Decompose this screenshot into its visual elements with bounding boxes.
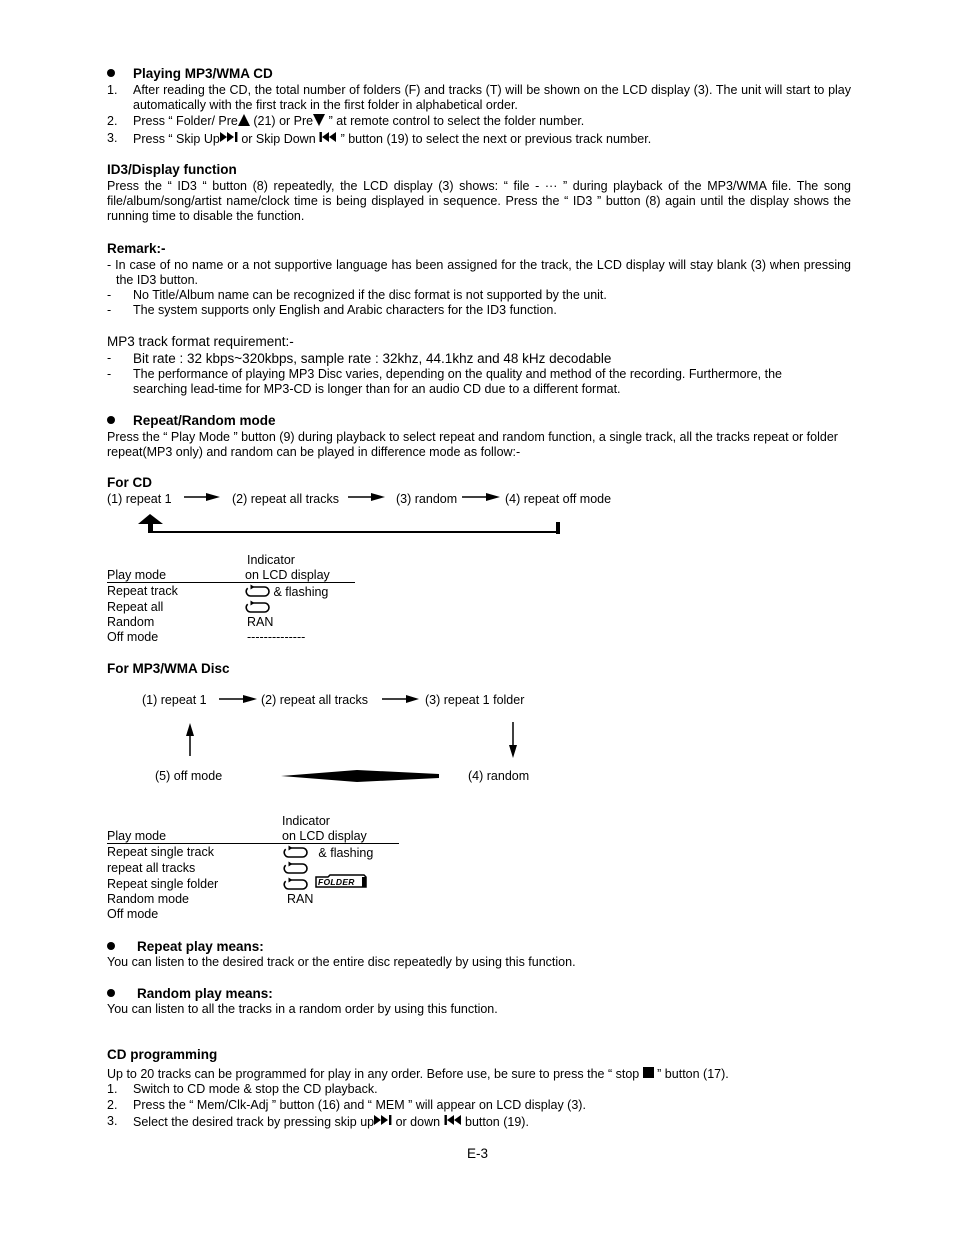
- cd-step-3: (3) random: [396, 492, 458, 506]
- section-title-repeat-means: Repeat play means:: [137, 939, 264, 954]
- section-title-remark: Remark:-: [107, 241, 166, 256]
- mp3-item-1: After reading the CD, the total number of folders (F) and tracks (T) will be shown on the LCD display (3). The unit will start to play automatically with the first track in the first folder in alphabetical order.: [133, 83, 851, 112]
- arrow-right-icon: [219, 695, 257, 703]
- cd-step-1: (1) repeat 1: [107, 492, 172, 506]
- bullet-icon: [107, 942, 115, 950]
- random-means-body: You can listen to all the tracks in a random order by using this function.: [107, 1002, 498, 1016]
- mp3-step-2: (2) repeat all tracks: [261, 693, 368, 707]
- mp3-item-2: Press “ Folder/ Pre (21) or Pre ” at remote control to select the folder number.: [133, 114, 585, 128]
- repeat-icon: [283, 877, 308, 891]
- folder-icon-label: FOLDER: [318, 877, 355, 887]
- repeat-icon: [245, 584, 270, 598]
- table-row-indicator: & flashing: [283, 845, 373, 861]
- cd-table-rule: [107, 582, 355, 583]
- table-row: Off mode: [107, 630, 159, 644]
- section-title-id3: ID3/Display function: [107, 162, 237, 177]
- section-title-mp3: Playing MP3/WMA CD: [133, 66, 273, 81]
- mp3-step-4: (4) random: [468, 769, 530, 783]
- mp3-step-5: (5) off mode: [155, 769, 223, 783]
- mp3-flow-arrows: [177, 690, 597, 780]
- format-item-2: The performance of playing MP3 Disc varies, depending on the quality and method of the recording. Furthermore, the searching lead-time for MP3-CD is longer than for an audio CD due to a different format.: [133, 367, 782, 396]
- table-row: Random mode: [107, 892, 189, 906]
- skip-next-icon: [374, 1114, 392, 1126]
- remark-item-1: No Title/Album name can be recognized if the disc format is not supported by the unit.: [133, 288, 607, 302]
- arrow-down-icon: [509, 722, 517, 758]
- repeat-means-body: You can listen to the desired track or the entire disc repeatedly by using this function.: [107, 955, 576, 969]
- table-row: Repeat track: [107, 584, 178, 598]
- id3-body: Press the “ ID3 “ button (8) repeatedly, the LCD display (3) shows: “ file - ··· ” during playback of the MP3/WMA file. The song file/album/song/artist name/clock time is being displayed in sequence. Press the “ ID3 ” button (8) again until the display shows the running time to disable the function.: [107, 179, 851, 223]
- up-triangle-icon: [238, 114, 250, 126]
- format-item-1: Bit rate : 32 kbps~320kbps, sample rate : 32khz, 44.1khz and 48 kHz decodable: [133, 351, 612, 366]
- bullet-icon: [107, 416, 115, 424]
- section-title-repeat: Repeat/Random mode: [133, 413, 276, 428]
- arrow-up-icon: [186, 723, 194, 756]
- table-row-indicator: & flashing: [245, 584, 328, 600]
- page-number: E-3: [467, 1146, 489, 1161]
- prog-item-1: Switch to CD mode & stop the CD playback.: [133, 1082, 378, 1096]
- prog-intro: Up to 20 tracks can be programmed for play in any order. Before use, be sure to press the “ stop ” button (17).: [107, 1067, 729, 1081]
- cd-flow-arrows: [132, 490, 592, 535]
- arrow-right-icon: [382, 695, 419, 703]
- arrow-right-icon: [462, 493, 500, 501]
- repeat-icon: [283, 845, 308, 859]
- remark-item-2: The system supports only English and Arabic characters for the ID3 function.: [133, 303, 557, 317]
- table-row: Repeat single track: [107, 845, 215, 859]
- skip-prev-icon: [319, 131, 337, 143]
- mp3-item-3: Press “ Skip Up or Skip Down ” button (19) to select the next or previous track number.: [133, 132, 652, 146]
- prog-item-2: Press the “ Mem/Clk-Adj ” button (16) and “ MEM ” will appear on LCD display (3).: [133, 1098, 586, 1112]
- down-triangle-icon: [313, 114, 325, 126]
- mp3-table-rule: [107, 843, 399, 844]
- format-title: MP3 track format requirement:-: [107, 334, 294, 349]
- stop-icon: [643, 1067, 654, 1078]
- table-row: Repeat single folder: [107, 877, 219, 891]
- arrow-right-icon: [348, 493, 385, 501]
- bullet-icon: [107, 989, 115, 997]
- repeat-icon: [245, 600, 270, 614]
- mp3-step-1: (1) repeat 1: [142, 693, 207, 707]
- repeat-icon: [283, 861, 308, 875]
- bullet-icon: [107, 69, 115, 77]
- arrow-right-icon: [184, 493, 220, 501]
- arrow-left-icon: [281, 770, 439, 782]
- repeat-body: Press the “ Play Mode ” button (9) during playback to select repeat and random function, a single track, all the tracks repeat or folder repeat(MP3 only) and random can be played in difference mode as follow:-: [107, 430, 838, 459]
- section-title-random-means: Random play means:: [137, 986, 273, 1001]
- remark-line-1: - In case of no name or a not supportive language has been assigned for the track, the LCD display will stay blank (3) when pressing the ID3 button.: [107, 258, 851, 287]
- mp3-step-3: (3) repeat 1 folder: [425, 693, 525, 707]
- cd-step-4: (4) repeat off mode: [505, 492, 612, 506]
- skip-prev-icon: [444, 1114, 462, 1126]
- for-mp3-title: For MP3/WMA Disc: [107, 661, 230, 676]
- table-row: repeat all tracks: [107, 861, 196, 875]
- table-row: Random: [107, 615, 155, 629]
- table-row: Repeat all: [107, 600, 164, 614]
- section-title-prog: CD programming: [107, 1047, 218, 1062]
- for-cd-title: For CD: [107, 475, 152, 490]
- table-row: Off mode: [107, 907, 159, 921]
- prog-item-3: Select the desired track by pressing skip up or down button (19).: [133, 1115, 529, 1129]
- cd-step-2: (2) repeat all tracks: [232, 492, 339, 506]
- skip-next-icon: [220, 131, 238, 143]
